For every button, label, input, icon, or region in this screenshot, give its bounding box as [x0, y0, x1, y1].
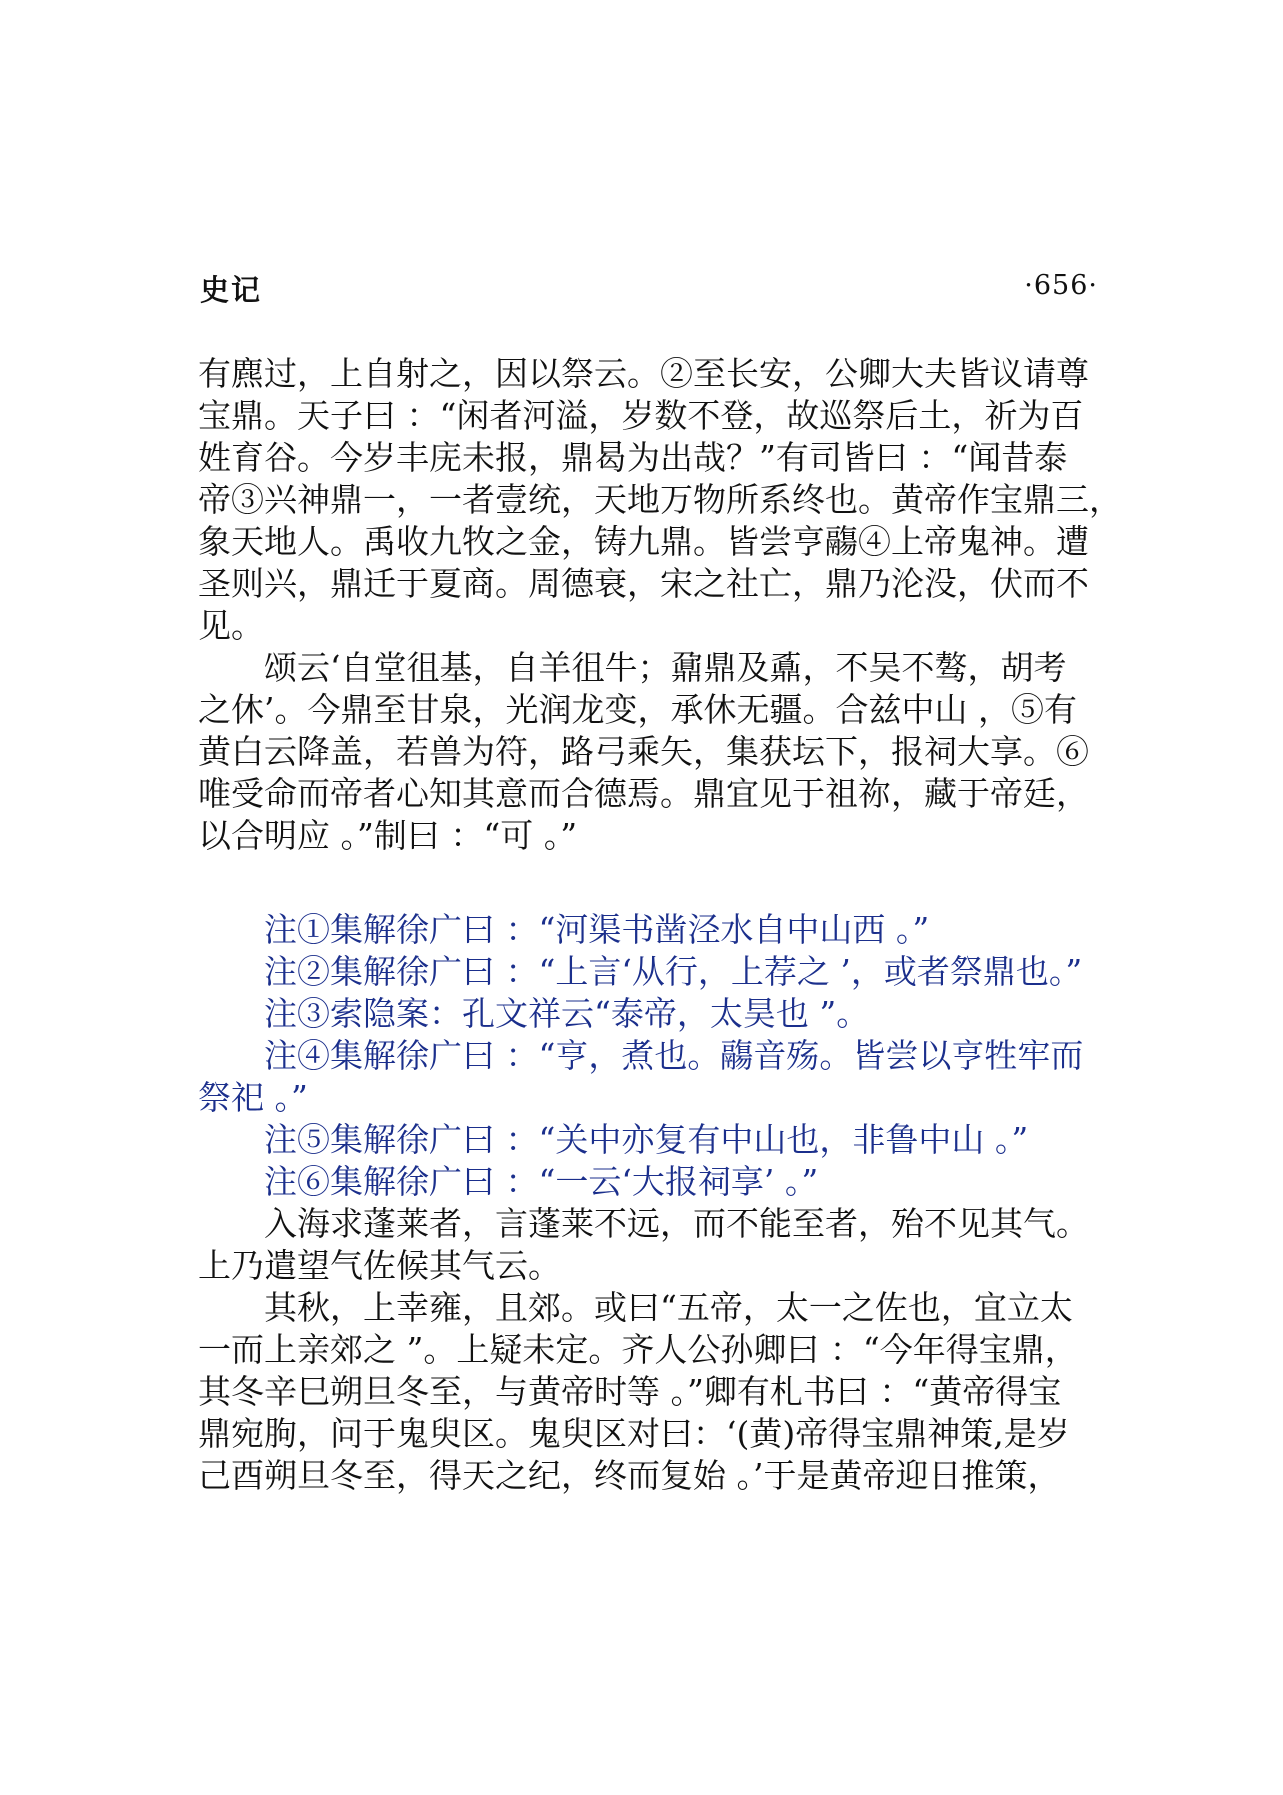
- note-line: 注⑤集解徐广曰 ：“关中亦复有中山也，非鲁中山 。”: [264, 1120, 1029, 1159]
- body-line: 一而上亲郊之 ”。上疑未定。齐人公孙卿曰 ：“今年得宝鼎，: [198, 1330, 1078, 1369]
- body-line: 唯受命而帝者心知其意而合德焉。鼎宜见于祖祢，藏于帝廷，: [198, 774, 1089, 813]
- body-line: 帝③兴神鼎一，一者壹统，天地万物所系终也。黄帝作宝鼎三，: [198, 480, 1122, 519]
- body-line: 其冬辛巳朔旦冬至，与黄帝时等 。”卿有札书曰 ：“黄帝得宝: [198, 1372, 1062, 1411]
- note-line: 注⑥集解徐广曰 ：“一云‘大报祠享’ 。”: [264, 1162, 819, 1201]
- note-line: 注①集解徐广曰 ：“河渠书凿泾水自中山西 。”: [264, 910, 930, 949]
- note-line: 祭祀 。”: [198, 1078, 308, 1117]
- body-line: 宝鼎。天子曰 ：“闲者河溢，岁数不登，故巡祭后土，祈为百: [198, 396, 1084, 435]
- body-line: 圣则兴，鼎迁于夏商。周德衰，宋之社亡，鼎乃沦没，伏而不: [198, 564, 1089, 603]
- body-line: 鼎宛朐，问于鬼臾区。鬼臾区对曰：‘(黄)帝得宝鼎神策,是岁: [198, 1414, 1070, 1453]
- body-line: 黄白云降盖，若兽为符，路弓乘矢，集获坛下，报祠大享。⑥: [198, 732, 1089, 771]
- body-line: 己酉朔旦冬至，得天之纪，终而复始 。’于是黄帝迎日推策，: [198, 1456, 1061, 1495]
- body-line: 颂云‘自堂徂基，自羊徂牛；鼐鼎及鼒，不吴不骜，胡考: [264, 648, 1067, 687]
- body-line: 见。: [198, 606, 264, 645]
- body-line: 有麃过，上自射之，因以祭云。②至长安，公卿大夫皆议请尊: [198, 354, 1089, 393]
- note-line: 注③索隐案：孔文祥云“泰帝，太昊也 ”。: [264, 994, 870, 1033]
- body-line: 上乃遣望气佐候其气云。: [198, 1246, 561, 1285]
- page-header: [200, 268, 1098, 308]
- book-title: 史记: [200, 273, 263, 307]
- body-line: 入海求蓬莱者，言蓬莱不远，而不能至者，殆不见其气。: [264, 1204, 1089, 1243]
- note-line: 注②集解徐广曰 ：“上言‘从行，上荐之 ’，或者祭鼎也。”: [264, 952, 1083, 991]
- body-line: 之休’。今鼎至甘泉，光润龙变，承休无疆。合兹中山 ，⑤有: [198, 690, 1077, 729]
- page-number: ·656·: [1024, 270, 1098, 301]
- note-line: 注④集解徐广曰 ：“亨，煮也。鬺音殇。皆尝以亨牲牢而: [264, 1036, 1084, 1075]
- body-line: 以合明应 。”制曰 ：“可 。”: [198, 816, 578, 855]
- body-line: 象天地人。禹收九牧之金，铸九鼎。皆尝亨鬺④上帝鬼神。遭: [198, 522, 1089, 561]
- body-line: 其秋，上幸雍，且郊。或曰“五帝，太一之佐也，宜立太: [264, 1288, 1073, 1327]
- body-line: 姓育谷。今岁丰庑未报，鼎曷为出哉？”有司皆曰 ：“闻昔泰: [198, 438, 1068, 477]
